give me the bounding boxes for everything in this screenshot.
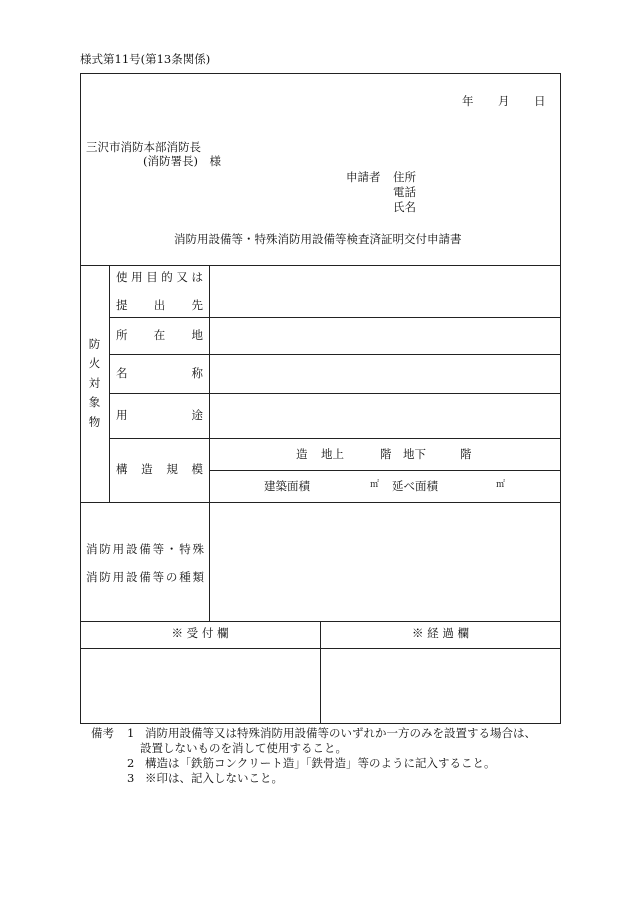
purpose-label-line1 [116,272,203,284]
label-char: 用 [112,542,125,556]
label-char: 的 [161,270,173,284]
group-label-char: 火 [88,356,101,371]
form-title: 消防用設備等・特殊消防用設備等検査済証明交付申請書 [174,232,462,246]
group-label-char: 象 [88,395,101,410]
applicant-label: 申請者 [346,170,381,184]
above-ground-label: 地上 [321,447,344,461]
note-1-text-continued: 設置しないものを消して使用すること。 [140,741,347,755]
note-2-number: 2 [127,756,135,770]
group-label-char: 防 [88,336,101,351]
group-label-char: 対 [88,375,101,390]
structure-type-label: 造 [296,447,308,461]
total-floor-area-label: 延べ面積 [392,479,438,493]
label-char: 構 [116,462,128,476]
label-char: 使 [116,270,128,284]
label-char: 先 [191,298,203,312]
equipment-types-label-line2 [86,572,204,584]
line-after-object [80,502,561,503]
use-label [116,410,203,422]
label-char: 提 [116,298,128,312]
label-char: 用 [116,408,128,422]
phone-label: 電話 [393,185,416,199]
label-char: 在 [153,328,166,342]
label-char: 消 [86,570,98,584]
label-char: 出 [153,298,166,312]
label-char: 設 [125,542,138,556]
object-group-divider [109,265,110,502]
floors-label-2: 階 [460,447,472,461]
label-char: 等 [152,542,165,556]
note-1-text: 消防用設備等又は特殊消防用設備等のいずれか一方のみを設置する場合は、 [145,726,536,740]
label-char: 地 [191,328,203,342]
label-char: 名 [116,366,128,380]
addressee-station-chief: (消防署長) 様 [143,154,221,168]
note-2-text: 構造は「鉄筋コンクリート造」「鉄骨造」等のように記入すること。 [145,756,496,770]
note-3-number: 3 [127,771,135,785]
label-char: 用 [131,270,143,284]
label-char: 消 [86,542,98,556]
label-char: 設 [125,570,138,584]
address-label: 住所 [393,170,416,184]
location-label [116,330,203,342]
label-char: 目 [146,270,158,284]
label-char: の [165,570,178,584]
area-unit-2: ㎡ [496,480,506,490]
label-char: 又 [176,270,188,284]
label-char: 模 [191,462,203,476]
label-char: 規 [166,462,178,476]
line-structure-mid [209,470,561,471]
header-bottom-line [80,265,561,266]
equipment-types-label-line1 [86,544,204,556]
label-char: 類 [192,570,204,584]
date-year-label: 年 [462,94,474,108]
label-char: 途 [191,408,203,422]
form-number: 様式第11号(第13条関係) [80,52,211,66]
date-month-label: 月 [498,94,510,108]
building-area-label: 建築面積 [264,479,310,493]
label-char: 用 [112,570,125,584]
group-label-char: 物 [88,414,101,429]
purpose-label-line2 [116,300,203,312]
progress-column-header: ※ 経 過 欄 [412,626,469,640]
label-char: 造 [141,462,153,476]
label-char: 防 [99,542,111,556]
line-after-name [110,393,561,394]
label-char: 称 [191,366,203,380]
structure-scale-label [116,464,203,476]
note-1-number: 1 [127,726,135,740]
label-value-divider [209,265,210,621]
label-char: 種 [179,570,191,584]
label-char: 特 [179,542,191,556]
label-char: ・ [165,542,178,556]
label-char: 等 [152,570,165,584]
property-name-label [116,368,203,380]
notes-label: 備考 [91,726,114,740]
floors-label-1: 階 [380,447,392,461]
line-after-purpose [110,317,561,318]
line-after-location [110,354,561,355]
label-char: 防 [99,570,111,584]
label-char: 所 [116,328,128,342]
date-day-label: 日 [534,94,546,108]
below-ground-label: 地下 [403,447,426,461]
area-unit-1: ㎡ [370,480,380,490]
label-char: は [191,270,203,284]
addressee-chief: 三沢市消防本部消防長 [86,140,201,154]
fire-object-group-label [80,265,109,502]
label-char: 殊 [192,542,204,556]
note-3-text: ※印は、記入しないこと。 [145,771,283,785]
line-after-use [110,438,561,439]
name-label: 氏名 [393,200,416,214]
label-char: 備 [139,570,151,584]
reception-column-header: ※ 受 付 欄 [171,626,229,640]
label-char: 備 [139,542,151,556]
